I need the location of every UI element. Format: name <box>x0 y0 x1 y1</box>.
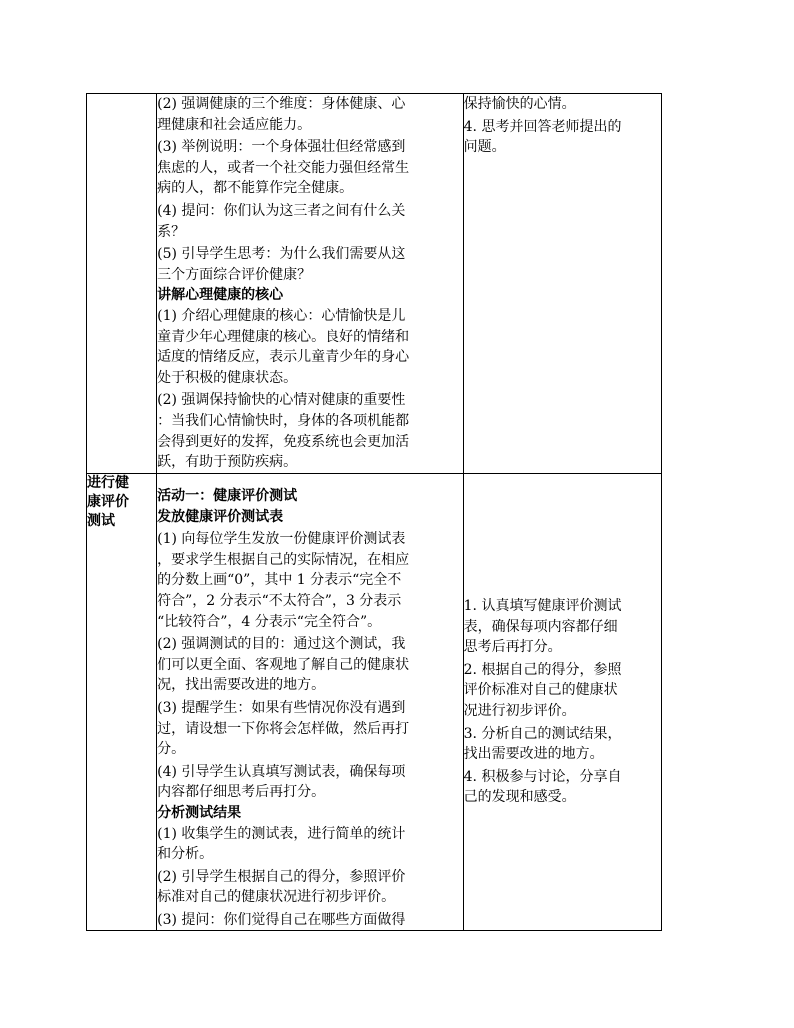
text-line: 己的发现和感受。 <box>463 789 576 806</box>
text-line: (4) 引导学生认真填写测试表，确保每项 <box>157 763 406 780</box>
section-heading: 活动一：健康评价测试 <box>157 488 298 504</box>
text-line: 问题。 <box>463 139 506 156</box>
text-line: (3) 举例说明：一个身体强壮但经常感到 <box>157 139 406 156</box>
stage-title-line: 康评价 <box>87 494 129 510</box>
text-line: (3) 提醒学生：如果有些情况你没有遇到 <box>157 699 406 716</box>
text-line: (2) 强调保持愉快的心情对健康的重要性 <box>157 392 406 409</box>
section-heading: 讲解心理健康的核心 <box>157 287 284 304</box>
section-heading: 发放健康评价测试表 <box>157 508 284 525</box>
text-line: 表，确保每项内容都仔细 <box>463 618 618 635</box>
text-line: (2) 引导学生根据自己的得分，参照评价 <box>157 868 406 885</box>
text-line: 找出需要改进的地方。 <box>463 746 604 763</box>
text-line: (1) 收集学生的测试表，进行简单的统计 <box>157 825 406 842</box>
student-activity-cell <box>463 94 661 474</box>
stage-cell <box>87 474 157 931</box>
text-line: 过，请设想一下你将会怎样做，然后再打 <box>157 720 410 737</box>
text-line: 4. 积极参与讨论，分享自 <box>463 768 622 785</box>
text-line: ，要求学生根据自己的实际情况，在相应 <box>157 551 410 568</box>
text-line: (4) 提问：你们认为这三者之间有什么关 <box>157 202 406 219</box>
text-line: 会得到更好的发挥，免疫系统也会更加活 <box>157 433 410 450</box>
text-line: 处于积极的健康状态。 <box>157 369 298 386</box>
text-line: 思考后再打分。 <box>463 639 562 656</box>
text-line: 况进行初步评价。 <box>463 702 576 719</box>
text-line: (2) 强调测试的目的：通过这个测试，我 <box>157 636 406 653</box>
stage-title-line: 进行健 <box>87 475 129 491</box>
text-line: 3. 分析自己的测试结果， <box>463 725 622 742</box>
student-activity-cell <box>463 474 661 931</box>
text-line: 1. 认真填写健康评价测试 <box>463 598 622 614</box>
text-line: 系？ <box>157 223 186 240</box>
text-line: 和分析。 <box>157 846 214 863</box>
lesson-plan-table <box>86 93 662 931</box>
text-line: (2) 强调健康的三个维度：身体健康、心 <box>157 96 406 112</box>
teacher-activity-text <box>157 94 463 473</box>
text-line: 符合”，2 分表示“不太符合”，3 分表示 <box>157 592 402 609</box>
teacher-activity-cell <box>157 474 464 931</box>
text-line: 病的人，都不能算作完全健康。 <box>157 180 354 197</box>
text-line: (1) 向每位学生发放一份健康评价测试表 <box>157 531 406 548</box>
text-line: 分。 <box>157 741 186 758</box>
text-line: 况，找出需要改进的地方。 <box>157 677 326 694</box>
stage-title <box>87 474 156 531</box>
text-line: “比较符合”，4 分表示“完全符合”。 <box>157 613 382 630</box>
text-line: 们可以更全面、客观地了解自己的健康状 <box>157 656 410 673</box>
text-line: 评价标准对自己的健康状 <box>463 682 618 699</box>
section-heading: 分析测试结果 <box>157 804 242 821</box>
text-line: (1) 介绍心理健康的核心：心情愉快是儿 <box>157 307 406 324</box>
text-line: ：当我们心情愉快时，身体的各项机能都 <box>157 412 410 429</box>
teacher-activity-text <box>157 486 463 930</box>
text-line: 内容都仔细思考后再打分。 <box>157 784 326 801</box>
teacher-activity-cell <box>157 94 464 474</box>
text-line: 标准对自己的健康状况进行初步评价。 <box>157 889 396 906</box>
student-activity-text <box>464 94 661 158</box>
text-line: 三个方面综合评价健康？ <box>157 266 312 283</box>
text-line: 焦虑的人，或者一个社交能力强但经常生 <box>157 159 410 176</box>
table-row <box>87 94 662 474</box>
text-line: 理健康和社会适应能力。 <box>157 116 312 133</box>
text-line: 童青少年心理健康的核心。良好的情绪和 <box>157 328 410 345</box>
text-line: 2. 根据自己的得分，参照 <box>463 661 622 678</box>
text-line: 跃，有助于预防疾病。 <box>157 454 298 471</box>
text-line: 4. 思考并回答老师提出的 <box>463 118 622 135</box>
stage-cell-empty <box>87 94 157 474</box>
student-activity-text <box>464 596 661 808</box>
table-row <box>87 474 662 931</box>
text-line: (3) 提问：你们觉得自己在哪些方面做得 <box>157 911 406 928</box>
text-line: 保持愉快的心情。 <box>463 96 576 112</box>
text-line: 适度的情绪反应，表示儿童青少年的身心 <box>157 349 410 366</box>
text-line: (5) 引导学生思考：为什么我们需要从这 <box>157 246 406 263</box>
stage-title-line: 测试 <box>87 513 115 529</box>
text-line: 的分数上画“0”，其中 1 分表示“完全不 <box>157 572 402 589</box>
